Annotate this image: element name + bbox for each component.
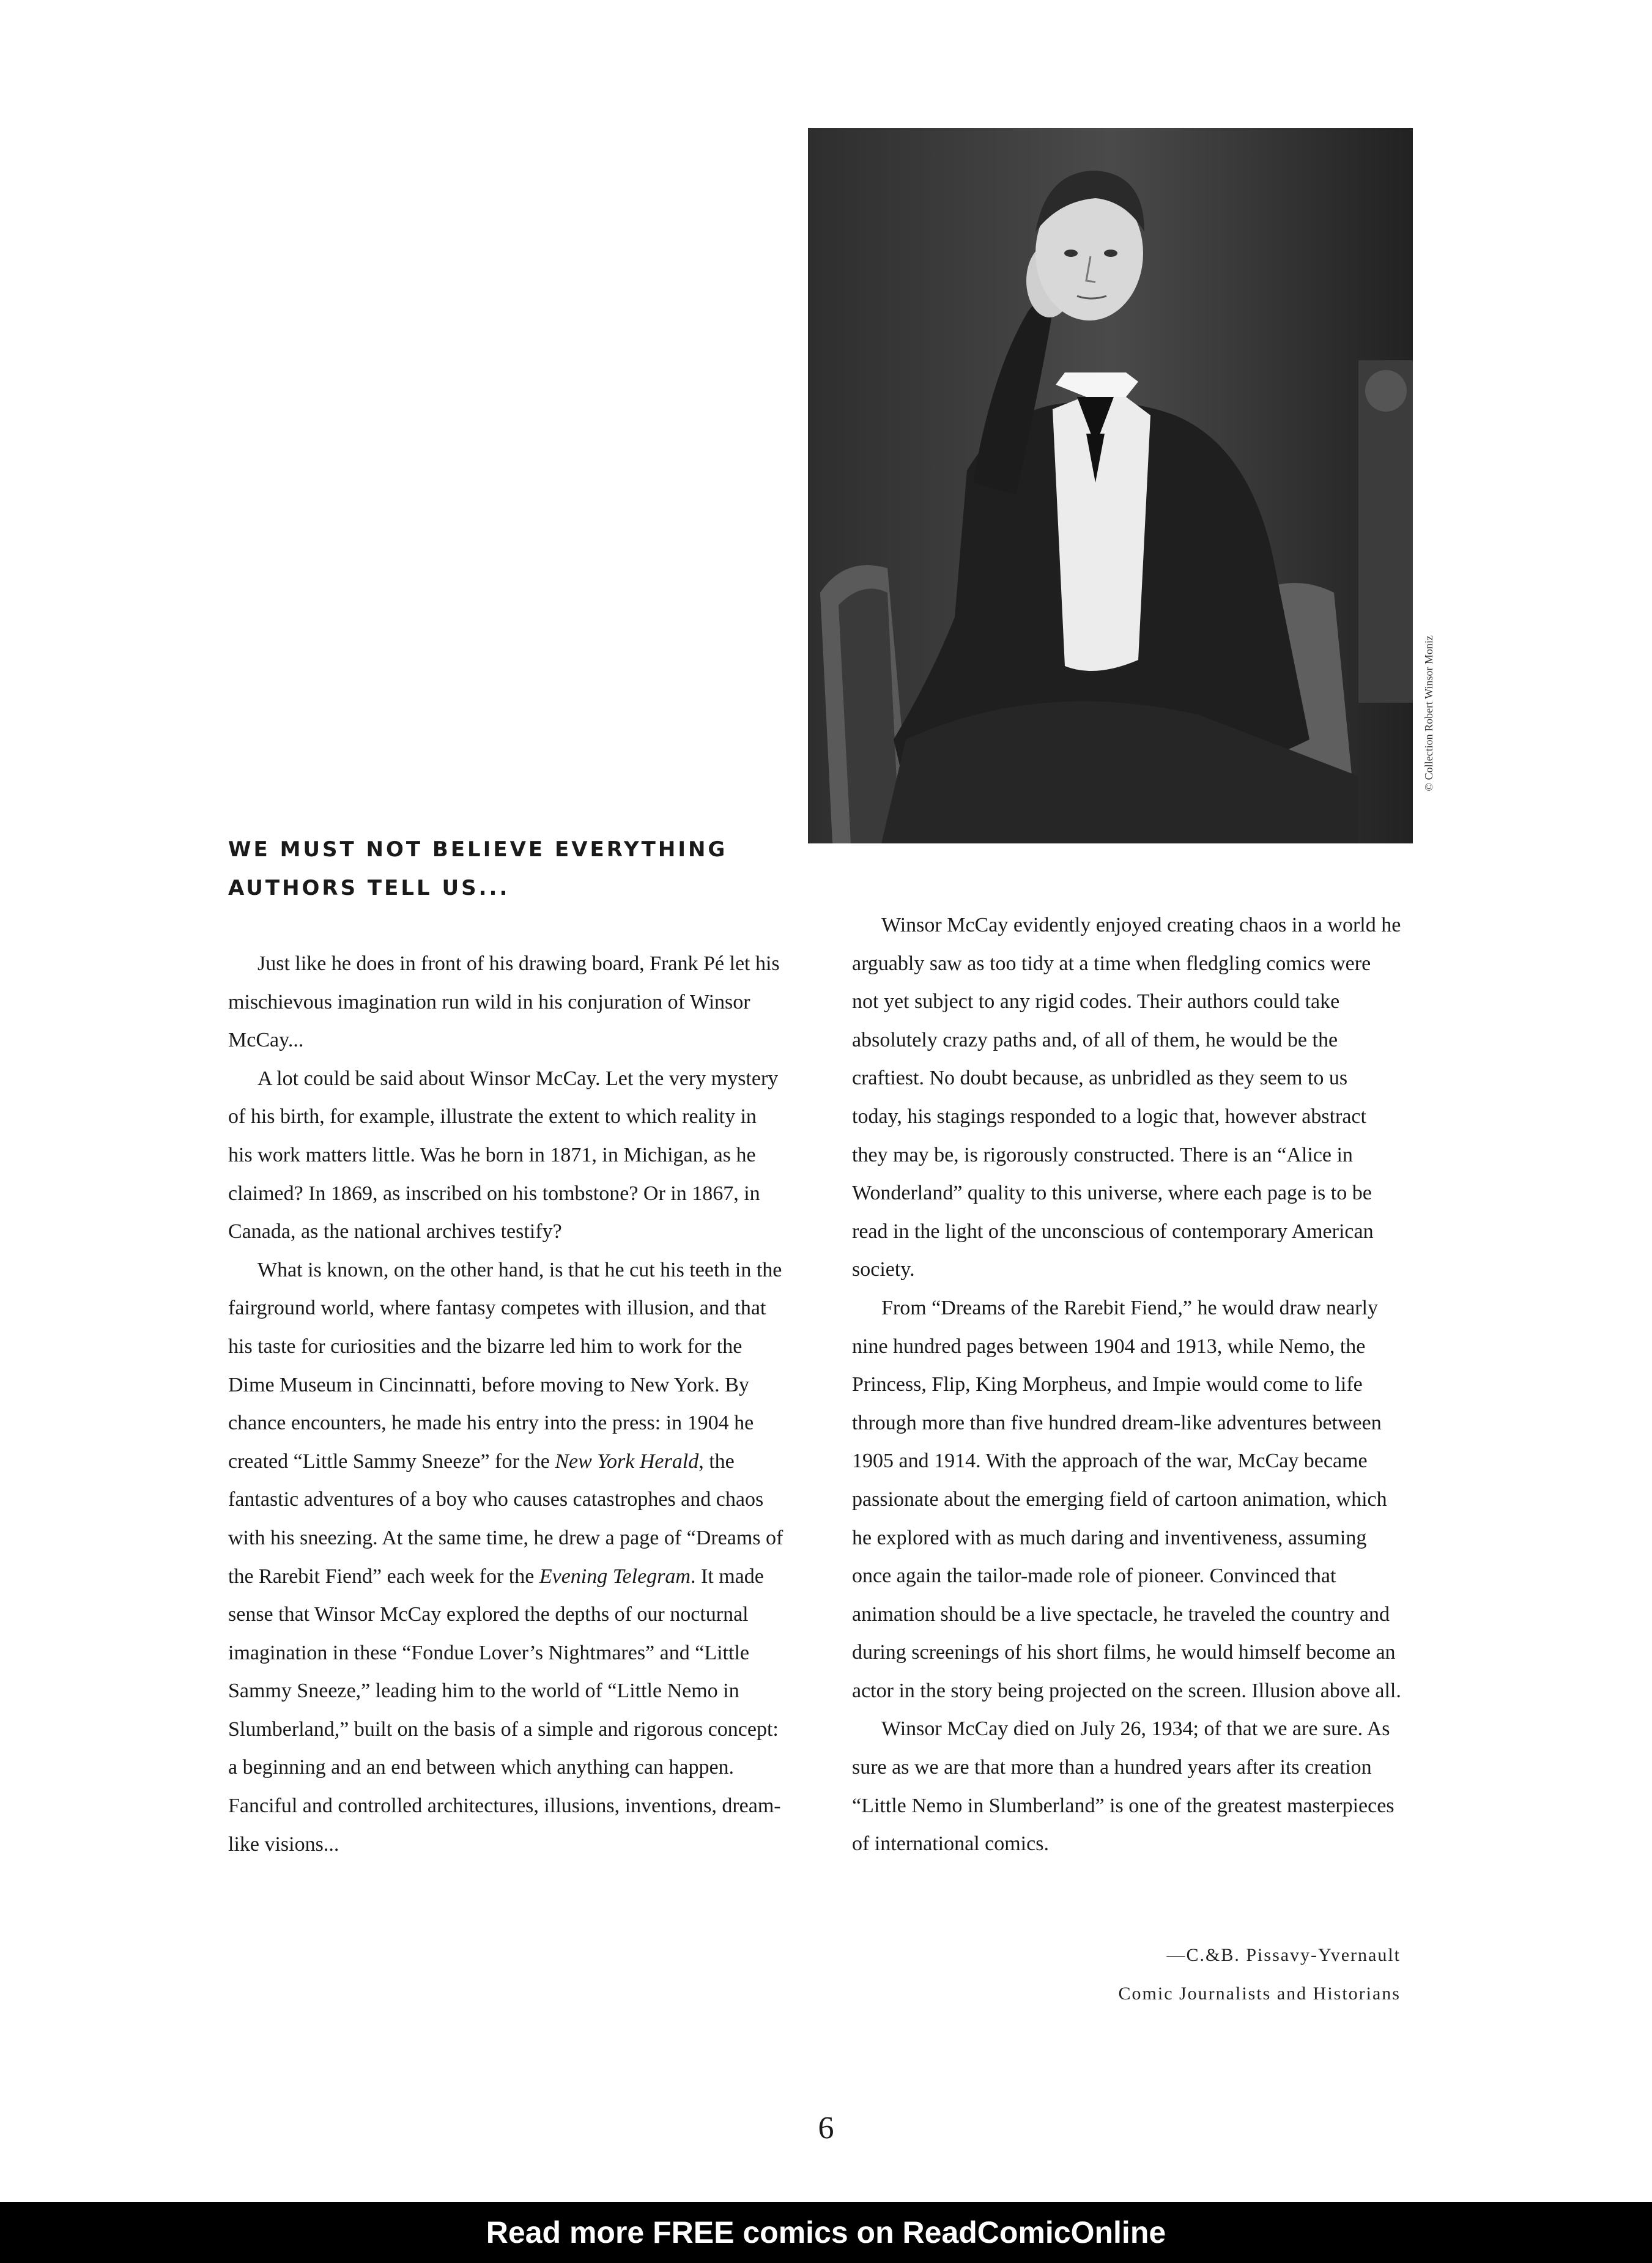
author-role: Comic Journalists and Historians — [1118, 1983, 1401, 2004]
page-number: 6 — [818, 2111, 834, 2146]
promo-banner-text: Read more FREE comics on ReadComicOnline — [486, 2215, 1166, 2250]
heading-line-2: AUTHORS TELL US... — [228, 876, 510, 900]
portrait-illustration — [808, 128, 1413, 843]
paragraph: Winsor McCay died on July 26, 1934; of that we are sure. As sure as we are that more than a hundred years after its creation “Little Nemo in Slumberland” is one of the greatest masterpieces of international comics. — [852, 1717, 1395, 1856]
author-signature: —C.&B. Pissavy-Yvernault — [1166, 1945, 1401, 1965]
paragraph: Just like he does in front of his drawing board, Frank Pé let his mischievous imagination run wild in his conjuration of Winsor McCay... — [228, 952, 780, 1052]
photo-credit: © Collection Robert Winsor Moniz — [1423, 635, 1435, 791]
publication-title: New York Herald — [555, 1450, 699, 1473]
left-column — [228, 945, 785, 1864]
right-column — [852, 906, 1402, 1864]
portrait-photo — [808, 128, 1413, 843]
paragraph: From “Dreams of the Rarebit Fiend,” he would draw nearly nine hundred pages between 1904 and 1913, while Nemo, the Princess, Flip, King Morpheus, and Impie would come to life through more than five hundred dream-like adventures between 1905 and 1914. With the approach of the war, McCay became passionate about the emerging field of cartoon animation, which he explored with as much daring and inventiveness, assuming once again the tailor-made role of pioneer. Convinced that animation should be a live spectacle, he traveled the country and during screenings of his short films, he would himself become an actor in the story being projected on the screen. Illusion above all. — [852, 1296, 1401, 1702]
paragraph-text: , the fantastic adventures of a boy who causes catastrophes and chaos with his sneezing. At the same time, he drew a page of “Dreams of the Rarebit Fiend” each week for the — [228, 1450, 783, 1588]
article-heading — [228, 831, 779, 908]
paragraph-text: . It made sense that Winsor McCay explored the depths of our nocturnal imagination in these “Fondue Lover’s Nightmares” and “Little Sammy Sneeze,” leading him to the world of “Little Nemo in Slumberland,” built on the basis of a simple and rigorous concept: a beginning and an end between which anything can happen. Fanciful and controlled architectures, illusions, inventions, dream-like visions... — [228, 1565, 781, 1856]
heading-line-1: WE MUST NOT BELIEVE EVERYTHING — [228, 837, 728, 862]
paragraph: Winsor McCay evidently enjoyed creating chaos in a world he arguably saw as too tidy at a time when fledgling comics were not yet subject to any rigid codes. Their authors could take absolutely crazy paths and, of all of them, he would be the craftiest. No doubt because, as unbridled as they seem to us today, his stagings responded to a logic that, however abstract they may be, is rigorously constructed. There is an “Alice in Wonderland” quality to this universe, where each page is to be read in the light of the unconscious of contemporary American society. — [852, 914, 1401, 1281]
paragraph-text: What is known, on the other hand, is that he cut his teeth in the fairground world, where fantasy competes with illusion, and that his taste for curiosities and the bizarre led him to work for the Dime Museum in Cincinnatti, before moving to New York. By chance encounters, he made his entry into the press: in 1904 he created “Little Sammy Sneeze” for the — [228, 1258, 782, 1473]
promo-banner[interactable] — [0, 2202, 1652, 2263]
paragraph — [228, 1251, 785, 1864]
paragraph: A lot could be said about Winsor McCay. Let the very mystery of his birth, for example, illustrate the extent to which reality in his work matters little. Was he born in 1871, in Michigan, as he claimed? In 1869, as inscribed on his tombstone? Or in 1867, in Canada, as the national archives testify? — [228, 1067, 779, 1243]
publication-title: Evening Telegram — [539, 1565, 691, 1588]
